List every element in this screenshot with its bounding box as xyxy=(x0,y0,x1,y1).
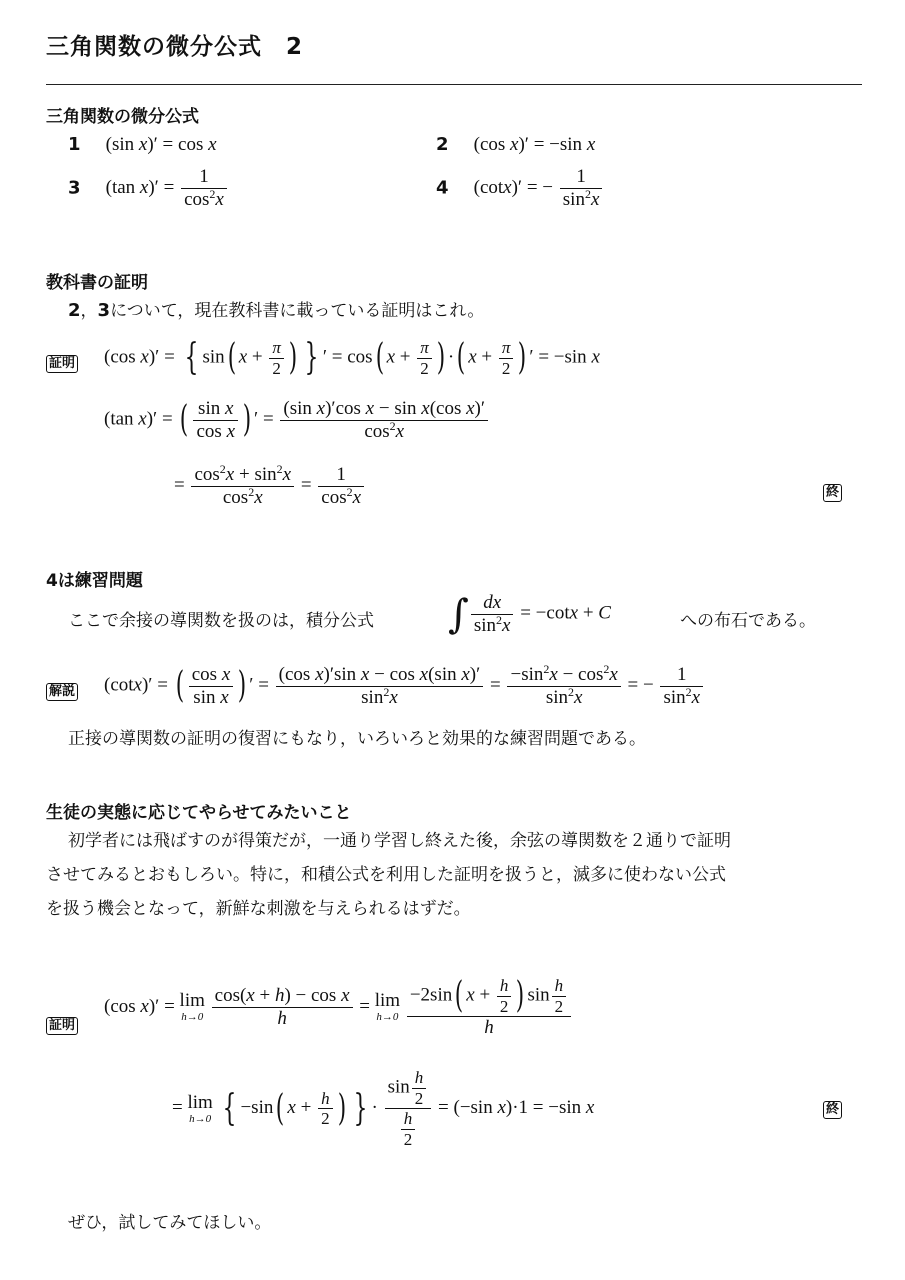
page-title-number: 2 xyxy=(286,34,304,60)
formula-number: 3 xyxy=(68,177,81,199)
frac-num: 1 xyxy=(576,166,586,187)
formula-number: 2 xyxy=(436,134,449,155)
formula-2 xyxy=(436,134,595,156)
proof-cos-limit-line2: = lim h→0 { −sin( x + $\frac{h}{2}$ ) } · sin $\frac{h}{2}$ $\frac{h}{2}$ = (−sin x)·1 = −sin x xyxy=(172,1068,595,1149)
page-title-text: 三角関数の微分公式 xyxy=(46,34,262,60)
ref-number: 3 xyxy=(97,300,111,321)
proof-cos-derivative: (cos x)′ = { sin( x + $\frac{\pi}{2}$ ) } ′ = cos( x + $\frac{\pi}{2}$ ) ·( x + $\frac{\pi}{2}$ ) ′ = −sin x xyxy=(104,337,600,379)
section-heading-textbook-proof: 教科書の証明 xyxy=(46,273,148,293)
section-heading-formulas: 三角関数の微分公式 xyxy=(46,107,199,127)
textbook-intro: 2，3について，現在教科書に載っている証明はこれ。 xyxy=(68,300,485,321)
exercise-after-text: 正接の導関数の証明の復習にもなり，いろいろと効果的な練習問題である。 xyxy=(68,729,646,749)
section-heading-exercise: 4は練習問題 xyxy=(46,571,143,591)
proof-cot-derivative: (cotx)′ = ( $\frac{\text{cos x}}{\text{sin x}}$ ) ′ = $\frac{\text{(cos x)′sin x − cos x(sin x)′}}{\sin^2x}$ = $\frac{-\sin^2x - \cos^2x}{\sin^2x}$ = − $\frac{1}{\sin^2x}$ xyxy=(104,664,705,709)
end-mark-label: 終 xyxy=(823,1101,842,1119)
formula-body: (sin x)′ = cos x xyxy=(105,134,217,155)
integral-formula: ∫ $\frac{dx}{\sin^2x}$ = −cotx + C xyxy=(448,591,611,638)
proof-badge xyxy=(46,352,78,373)
paragraph-line: 初学者には飛ばすのが得策だが，一通り学習し終えた後，余弦の導関数を２通りで証明 xyxy=(68,831,731,851)
end-mark xyxy=(823,1098,842,1119)
formula-4 xyxy=(436,166,604,211)
badge-label: 証明 xyxy=(46,355,78,373)
proof2-badge xyxy=(46,1014,78,1035)
formula-1 xyxy=(68,134,217,156)
exercise-intro-after: への布石である。 xyxy=(680,611,816,631)
formula-body: (tan x)′ = $\frac{1}{\cos^2x}$ xyxy=(106,177,229,198)
proof-tan-derivative-line1: (tan x)′ = ( $\frac{\text{sin x}}{\text{cos x}}$ ) ′ = $\frac{\text{(sin x)′cos x − sin x(cos x)′}}{\cos^2x}$ xyxy=(104,398,490,443)
suggestion-paragraph xyxy=(46,824,866,926)
ref-number: 2 xyxy=(68,300,81,321)
paragraph-line: させてみるとおもしろい。特に，和積公式を利用した証明を扱うと，滅多に使わない公式 xyxy=(46,865,726,885)
exercise-intro xyxy=(68,604,374,638)
proof-cos-limit-line1: (cos x)′ = lim h→0 $\frac{\text{cos(x + h) − cos x}}{h}$ = lim h→0 −2sin( x + $\frac{h}{2}$ ) sin $\frac{h}{2}$ h xyxy=(104,976,573,1039)
badge-label: 証明 xyxy=(46,1017,78,1035)
proof-tan-derivative-line2: = $\frac{\cos^2x + \sin^2x}{\cos^2x}$ = $\frac{1}{\cos^2x}$ xyxy=(174,464,366,509)
title-divider xyxy=(46,84,862,85)
formula-body: (cos x)′ = −sin x xyxy=(473,134,596,155)
end-mark-label: 終 xyxy=(823,484,842,502)
commentary-badge xyxy=(46,680,78,701)
exercise-intro-text: ここで余接の導関数を扱のは，積分公式 xyxy=(68,611,374,631)
intro-text: について，現在教科書に載っている証明はこれ。 xyxy=(110,301,485,321)
end-mark xyxy=(823,481,842,502)
formula-number: 1 xyxy=(68,134,81,155)
formula-number: 4 xyxy=(436,177,449,199)
badge-label: 解説 xyxy=(46,683,78,701)
formula-body: (cotx)′ = − $\frac{1}{\sin^2x}$ xyxy=(474,177,605,198)
closing-text: ぜひ，試してみてほしい。 xyxy=(68,1213,272,1233)
frac-num: 1 xyxy=(199,166,209,187)
section-heading-suggestion: 生徒の実態に応じてやらせてみたいこと xyxy=(46,803,352,823)
page-title xyxy=(46,28,303,61)
formula-3 xyxy=(68,166,229,211)
paragraph-line: を扱う機会となって，新鮮な刺激を与えられるはずだ。 xyxy=(46,899,471,919)
